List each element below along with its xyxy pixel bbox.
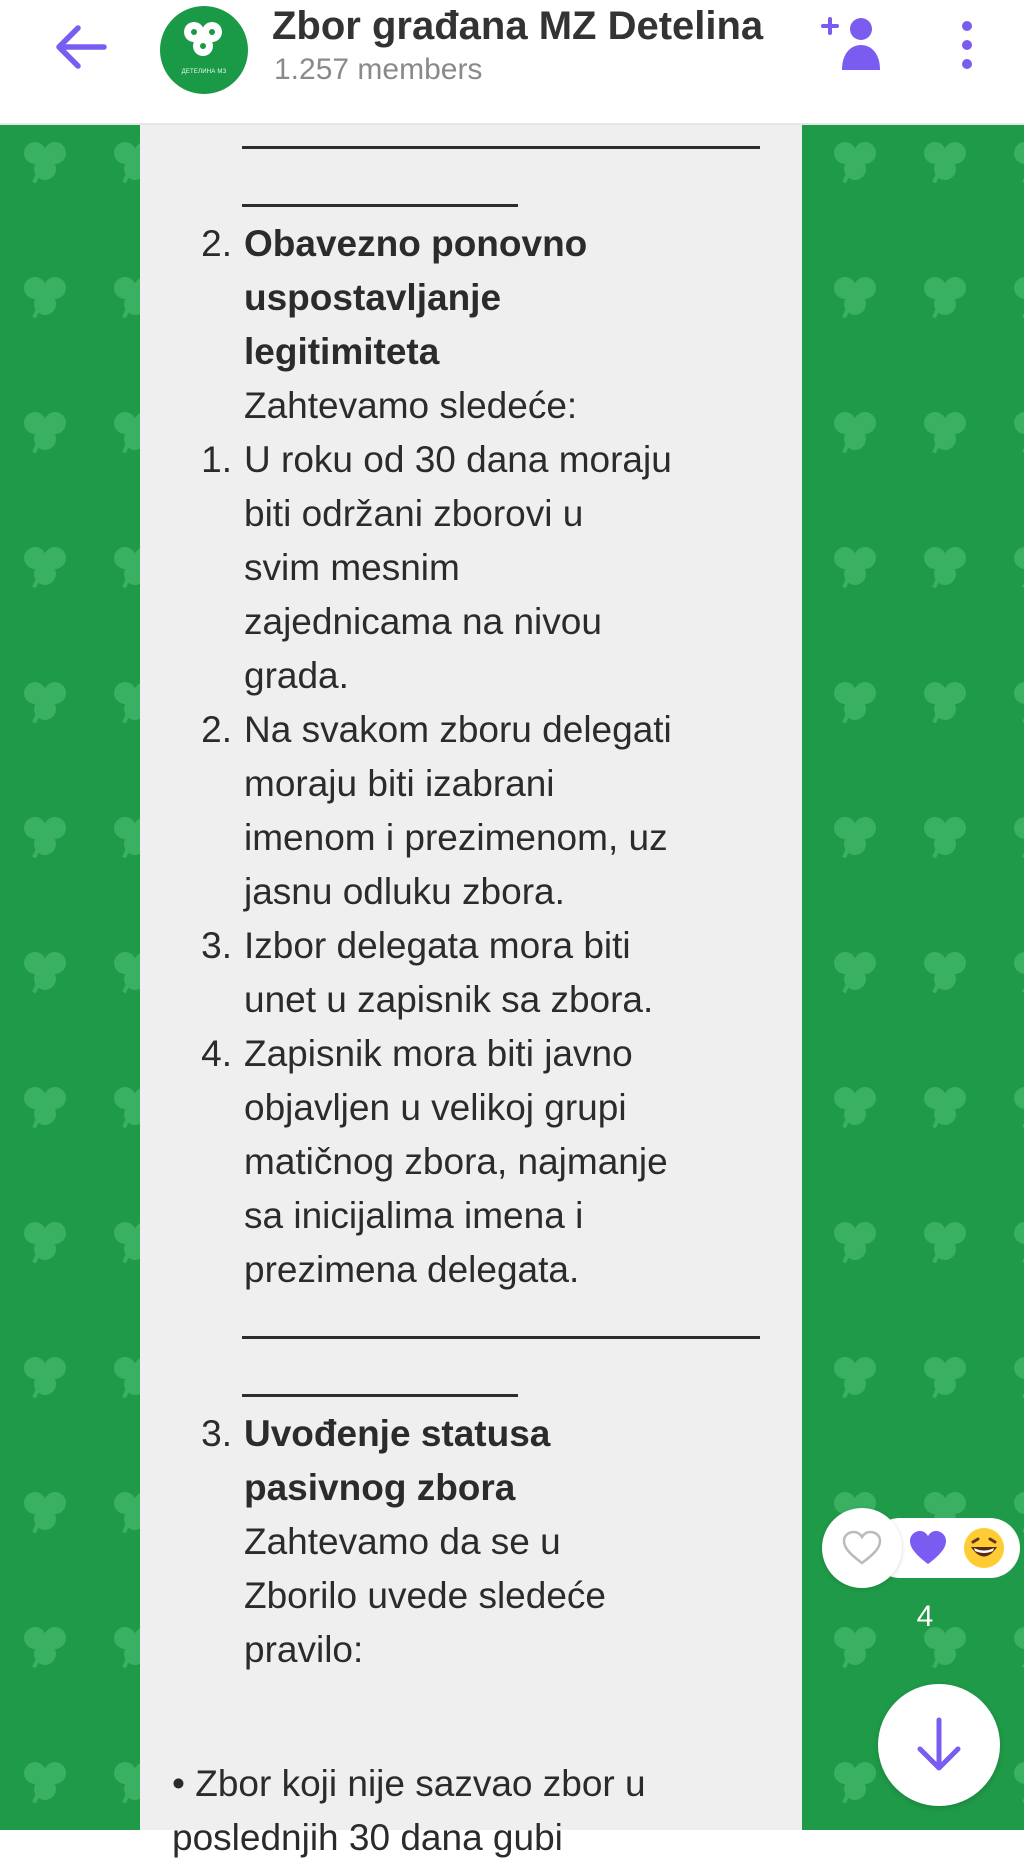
list-item-line: jasnu odluku zbora.	[244, 871, 565, 912]
arrow-down-icon	[915, 1716, 963, 1774]
section-title-line: pasivnog zbora	[244, 1467, 516, 1508]
more-options-button[interactable]	[952, 20, 982, 72]
heart-outline-icon	[842, 1530, 882, 1566]
section-title	[244, 217, 784, 271]
list-item-line: moraju biti izabrani	[244, 763, 555, 804]
section-intro-line: Zahtevamo da se u	[244, 1521, 561, 1562]
list-item-line: matičnog zbora, najmanje	[244, 1141, 668, 1182]
chat-header	[0, 0, 1024, 125]
member-count[interactable]: 1.257 members	[274, 53, 483, 86]
list-item-line: objavljen u velikoj grupi	[244, 1087, 627, 1128]
list-item-line: Izbor delegata mora biti	[244, 925, 631, 966]
list-item-line: Na svakom zboru delegati	[244, 709, 672, 750]
group-avatar[interactable]	[160, 6, 248, 94]
list-item-line: Zapisnik mora biti javno	[244, 1033, 633, 1074]
avatar-caption: ДЕТЕЛИНА МЗ	[181, 69, 227, 75]
arrow-left-icon	[52, 22, 110, 72]
section-title-line: Obavezno ponovno	[244, 223, 588, 264]
list-item-line: zajednicama na nivou	[244, 601, 602, 642]
list-item-number: 2.	[201, 709, 232, 750]
section-title	[244, 325, 784, 379]
divider-line	[242, 204, 518, 207]
list-item-line: biti održani zborovi u	[244, 493, 584, 534]
section-title-line: Uvođenje statusa	[244, 1413, 551, 1454]
list-item-line: unet u zapisnik sa zbora.	[244, 979, 654, 1020]
list-item-line: grada.	[244, 655, 349, 696]
section-title-line: uspostavljanje	[244, 277, 502, 318]
bullet-line: • Zbor koji nije sazvao zbor u	[172, 1763, 646, 1804]
section-title	[244, 1407, 784, 1461]
divider-line	[242, 1394, 518, 1397]
heart-icon	[908, 1530, 948, 1566]
section-intro-line: pravilo:	[244, 1629, 364, 1670]
add-user-icon	[818, 12, 884, 78]
section-title	[244, 1461, 784, 1515]
message-bubble[interactable]	[140, 125, 802, 1858]
list-item-number: 3.	[201, 925, 232, 966]
clover-logo-icon	[180, 18, 226, 62]
grinning-face-icon	[962, 1526, 1006, 1570]
list-item-line: imenom i prezimenom, uz	[244, 817, 668, 858]
scroll-to-bottom-button[interactable]	[878, 1684, 1000, 1806]
add-reaction-button[interactable]	[822, 1508, 902, 1588]
back-button[interactable]	[52, 22, 110, 72]
section-intro: Zahtevamo sledeće:	[244, 385, 578, 426]
chat-title[interactable]: Zbor građana MZ Detelina	[272, 4, 764, 48]
section-number: 2.	[201, 223, 232, 264]
bullet-line: poslednjih 30 dana gubi	[172, 1817, 563, 1858]
section-title	[244, 271, 784, 325]
list-item-line: sa inicijalima imena i	[244, 1195, 584, 1236]
add-member-button[interactable]	[818, 12, 884, 78]
more-vertical-icon	[952, 20, 982, 72]
list-item-number: 4.	[201, 1033, 232, 1074]
list-item-line: prezimena delegata.	[244, 1249, 580, 1290]
divider-line	[242, 146, 760, 149]
reaction-count: 4	[916, 1600, 934, 1633]
list-item-line: svim mesnim	[244, 547, 460, 588]
list-item-line: U roku od 30 dana moraju	[244, 439, 672, 480]
section-intro-line: Zborilo uvede sledeće	[244, 1575, 606, 1616]
section-number: 3.	[201, 1413, 232, 1454]
list-item-number: 1.	[201, 439, 232, 480]
divider-line	[242, 1336, 760, 1339]
section-title-line: legitimiteta	[244, 331, 440, 372]
